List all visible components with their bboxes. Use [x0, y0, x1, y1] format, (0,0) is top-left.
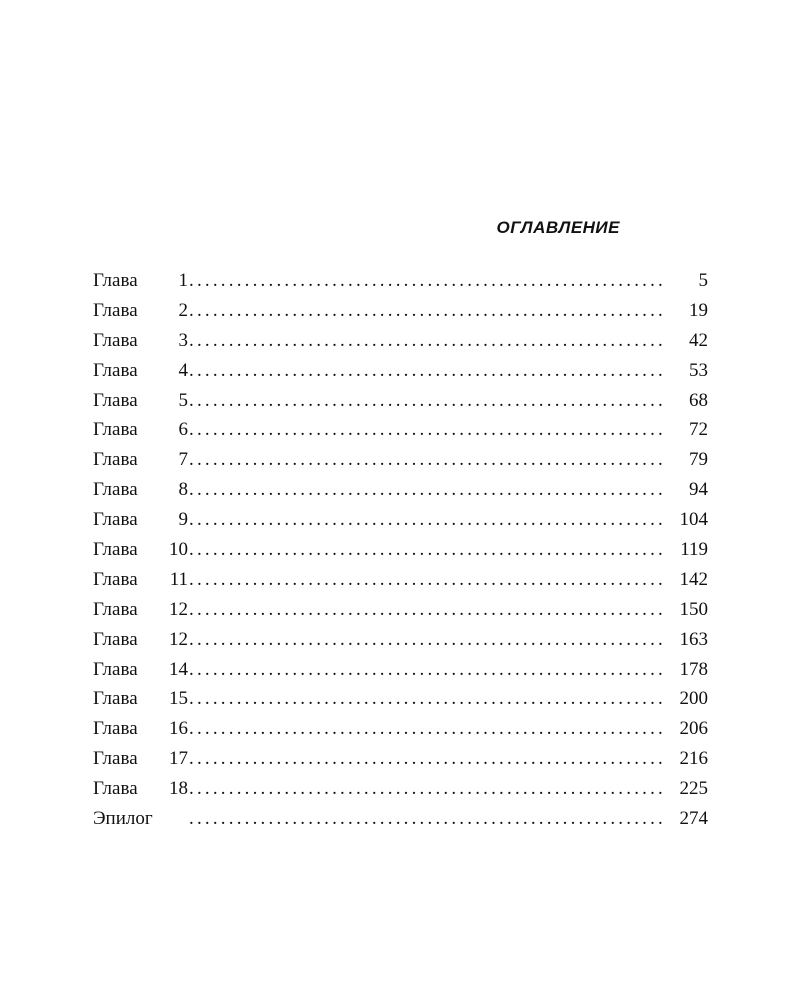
toc-entry[interactable]	[93, 714, 708, 744]
toc-entry-word: Глава	[93, 389, 138, 411]
toc-entry[interactable]	[93, 655, 708, 685]
toc-entry-number: 12	[169, 628, 188, 650]
toc-entry[interactable]	[93, 386, 708, 416]
toc-entry-word: Глава	[93, 748, 138, 770]
toc-leader-dots: ............................................................	[189, 329, 666, 351]
toc-entry-word: Глава	[93, 688, 138, 710]
toc-entry-number: 3	[178, 329, 188, 351]
toc-entry-page: 79	[689, 449, 708, 471]
toc-leader-dots: ............................................................	[189, 509, 666, 531]
toc-entry[interactable]	[93, 326, 708, 356]
toc-entry-number: 2	[178, 299, 188, 321]
toc-leader-dots: ............................................................	[189, 270, 666, 291]
toc-entry[interactable]	[93, 595, 708, 625]
toc-entry[interactable]	[93, 475, 708, 505]
toc-leader-dots: ............................................................	[189, 539, 666, 561]
toc-entry-label	[93, 595, 188, 625]
toc-entry-number: 4	[178, 359, 188, 381]
toc-entry-page: 72	[689, 419, 708, 441]
toc-entry-word: Глава	[93, 778, 138, 800]
toc-entry[interactable]	[93, 415, 708, 445]
toc-entry-label	[93, 326, 188, 356]
toc-entry-label	[93, 565, 188, 595]
toc-leader-dots: ............................................................	[189, 718, 666, 740]
toc-entry-number: 18	[169, 778, 188, 800]
toc-leader-dots: ............................................................	[189, 778, 666, 800]
toc-leader-dots: ............................................................	[189, 389, 666, 411]
toc-entry[interactable]	[93, 296, 708, 326]
toc-entry-word: Глава	[93, 539, 138, 561]
toc-entry-number: 9	[178, 509, 188, 531]
toc-leader-dots: ............................................................	[189, 598, 666, 620]
toc-entry-label	[93, 744, 188, 774]
toc-entry-label	[93, 774, 188, 804]
toc-entry-label	[93, 684, 188, 714]
toc-entry-label	[93, 266, 188, 296]
toc-entry-page: 119	[680, 539, 708, 561]
toc-leader-dots: ............................................................	[189, 688, 666, 710]
toc-entry-word: Глава	[93, 718, 138, 740]
toc-entry-page: 216	[679, 748, 708, 770]
toc-entry-page: 42	[689, 329, 708, 351]
toc-entry-number: 7	[178, 449, 188, 471]
toc-entry-number: 14	[169, 658, 188, 680]
toc-entry-word: Глава	[93, 479, 138, 501]
toc-entry-label	[93, 386, 188, 416]
toc-leader-dots: ............................................................	[189, 479, 666, 501]
toc-leader-dots: ............................................................	[189, 299, 666, 321]
toc-leader-dots: ............................................................	[189, 808, 666, 830]
toc-entry-word: Глава	[93, 509, 138, 531]
toc-entry-page: 104	[679, 509, 708, 531]
toc-entry-word: Глава	[93, 270, 138, 291]
toc-entry-word: Глава	[93, 299, 138, 321]
toc-entry[interactable]	[93, 625, 708, 655]
toc-entry-word: Глава	[93, 329, 138, 351]
toc-entry-label	[93, 296, 188, 326]
toc-entry-word: Глава	[93, 449, 138, 471]
toc-entry-label	[93, 356, 188, 386]
table-of-contents	[93, 216, 708, 834]
toc-leader-dots: ............................................................	[189, 748, 666, 770]
toc-entry-page: 178	[679, 658, 708, 680]
toc-entry-word: Глава	[93, 568, 138, 590]
toc-entry-page: 206	[679, 718, 708, 740]
toc-entry-label	[93, 655, 188, 685]
toc-entry-word: Глава	[93, 419, 138, 441]
toc-leader-dots: ............................................................	[189, 658, 666, 680]
toc-entry-number: 1	[178, 270, 188, 291]
toc-entry[interactable]	[93, 356, 708, 386]
toc-leader-dots: ............................................................	[189, 419, 666, 441]
toc-entry-page: 19	[689, 299, 708, 321]
toc-entry-number: 10	[169, 539, 188, 561]
toc-entry-number: 8	[178, 479, 188, 501]
toc-entry-page: 274	[679, 808, 708, 830]
toc-entry-page: 142	[679, 568, 708, 590]
toc-entry-number: 5	[178, 389, 188, 411]
toc-entry-number: 12	[169, 598, 188, 620]
toc-entry-label	[93, 505, 188, 535]
toc-entry-number: 11	[169, 568, 188, 590]
toc-entry-label	[93, 475, 188, 505]
toc-entry-word: Глава	[93, 658, 138, 680]
toc-list	[93, 266, 708, 834]
toc-entry[interactable]	[93, 804, 708, 834]
toc-entry-label	[93, 535, 188, 565]
toc-leader-dots: ............................................................	[189, 359, 666, 381]
toc-entry[interactable]	[93, 266, 708, 296]
toc-entry-page: 53	[689, 359, 708, 381]
toc-entry-page: 5	[698, 270, 708, 291]
toc-entry-word: Глава	[93, 628, 138, 650]
toc-entry-number: 16	[169, 718, 188, 740]
toc-leader-dots: ............................................................	[189, 568, 666, 590]
toc-entry-label	[93, 625, 188, 655]
toc-entry[interactable]	[93, 445, 708, 475]
toc-entry-page: 200	[679, 688, 708, 710]
toc-entry-label	[93, 415, 188, 445]
toc-entry-word: Глава	[93, 598, 138, 620]
toc-entry-label	[93, 445, 188, 475]
toc-entry-number: 6	[178, 419, 188, 441]
toc-entry[interactable]	[93, 774, 708, 804]
toc-entry-page: 94	[689, 479, 708, 501]
toc-entry-label	[93, 804, 188, 834]
toc-entry-page: 225	[679, 778, 708, 800]
toc-leader-dots: ............................................................	[189, 449, 666, 471]
toc-entry[interactable]	[93, 565, 708, 595]
toc-entry-word: Глава	[93, 359, 138, 381]
toc-entry[interactable]	[93, 684, 708, 714]
toc-title: ОГЛАВЛЕНИЕ	[496, 218, 620, 237]
toc-entry-page: 163	[679, 628, 708, 650]
toc-entry[interactable]	[93, 505, 708, 535]
toc-entry-word: Эпилог	[93, 808, 153, 830]
toc-entry-number: 15	[169, 688, 188, 710]
toc-entry-page: 68	[689, 389, 708, 411]
toc-entry[interactable]	[93, 535, 708, 565]
toc-entry-number: 17	[169, 748, 188, 770]
toc-entry-label	[93, 714, 188, 744]
toc-entry-page: 150	[679, 598, 708, 620]
toc-entry[interactable]	[93, 744, 708, 774]
toc-leader-dots: ............................................................	[189, 628, 666, 650]
